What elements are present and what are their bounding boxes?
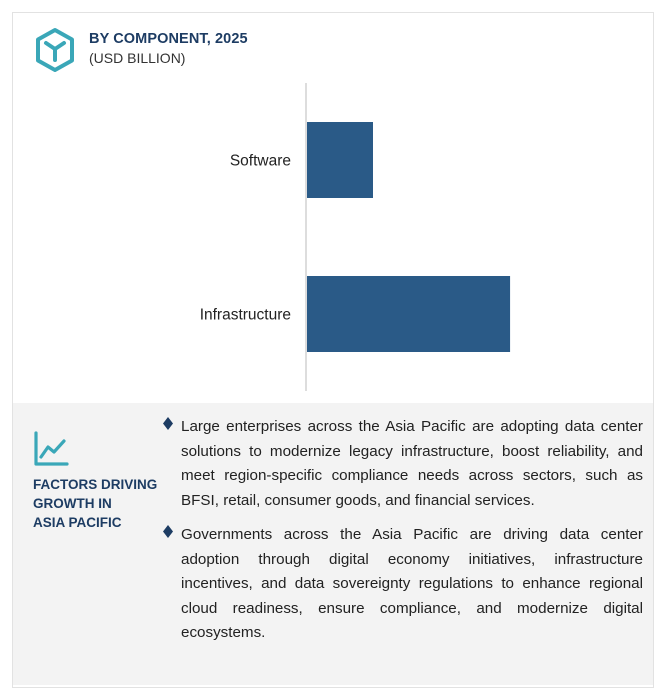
factors-list [163, 415, 643, 656]
factors-title-line: ASIA PACIFIC [33, 515, 122, 530]
bar-software [307, 122, 373, 198]
bar-infrastructure [307, 276, 510, 352]
chart-subtitle: (USD BILLION) [89, 50, 186, 66]
y-tick-label: Software [229, 152, 291, 170]
chart-title: BY COMPONENT, 2025 [89, 31, 248, 47]
trend-chart-icon [33, 431, 69, 467]
list-item [163, 523, 643, 646]
bar-chart [13, 13, 653, 403]
y-tick-label: Infrastructure [199, 306, 291, 324]
factors-panel [13, 403, 653, 685]
factors-title [33, 475, 173, 532]
diamond-bullet-icon [163, 417, 173, 430]
bullet-text: Governments across the Asia Pacific are driving data center adoption through digital economy initiatives, infrastructure incentives, and data sovereignty regulations to enhance regional cloud readiness, ensure compliance, and modernize digital ecosystems. [181, 526, 643, 641]
factors-title-line: GROWTH IN [33, 496, 112, 511]
bullet-text: Large enterprises across the Asia Pacific are adopting data center solutions to modernize legacy infrastructure, boost reliability, and meet region-specific compliance needs across sectors, such as BFSI, retail, consumer goods, and financial services. [181, 418, 643, 509]
factors-title-line: FACTORS DRIVING [33, 477, 158, 492]
list-item [163, 415, 643, 513]
chart-panel [13, 13, 653, 403]
infographic-frame [12, 12, 654, 688]
diamond-bullet-icon [163, 525, 173, 538]
